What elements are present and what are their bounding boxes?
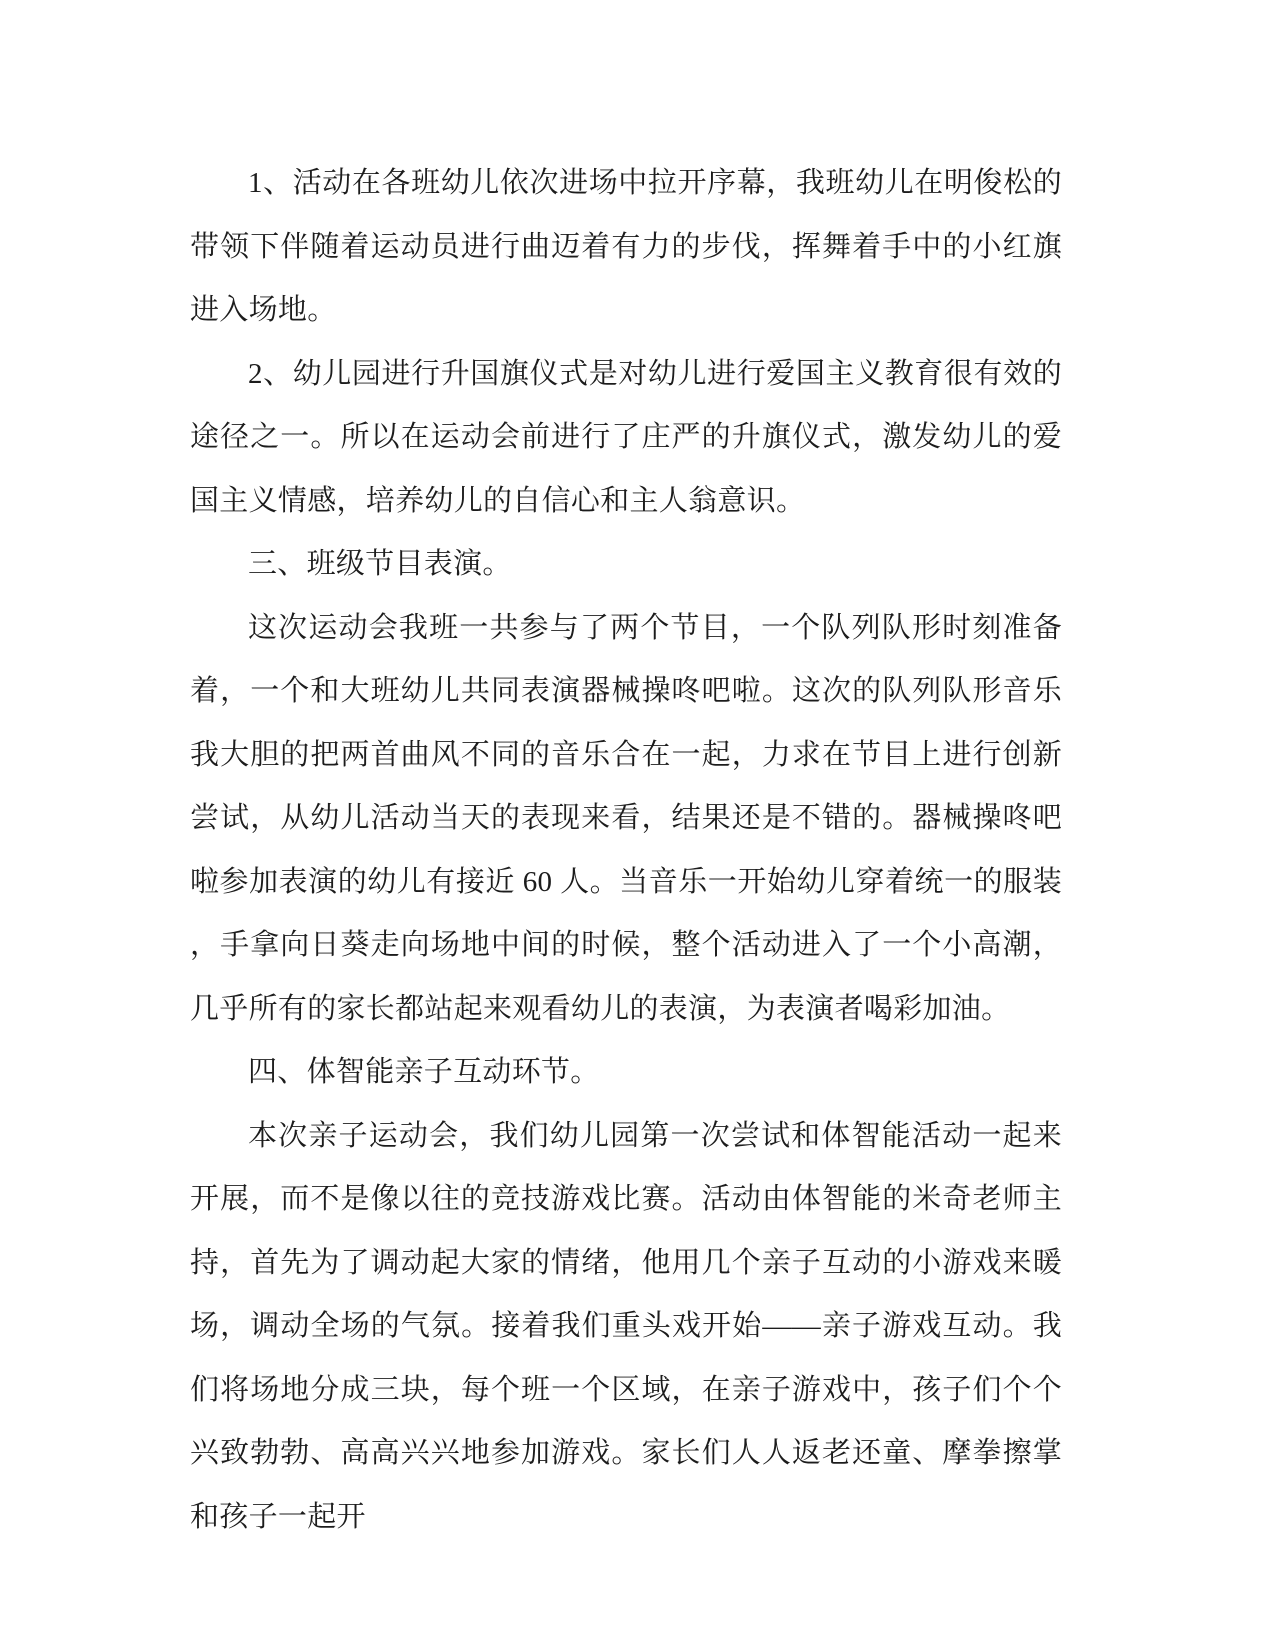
paragraph-numbered-item-1: 1、活动在各班幼儿依次进场中拉开序幕，我班幼儿在明俊松的带领下伴随着运动员进行曲迈着有力的步伐，挥舞着手中的小红旗进入场地。: [190, 167, 1062, 326]
paragraph-program-performance: 这次运动会我班一共参与了两个节目，一个队列队形时刻准备着，一个和大班幼儿共同表演器械操咚吧啦。这次的队列队形音乐我大胆的把两首曲风不同的音乐合在一起，力求在节目上进行创新尝试，从幼儿活动当天的表现来看，结果还是不错的。器械操咚吧啦参加表演的幼儿有接近 60 人。当音乐一开始幼儿穿着统一的服装，手拿向日葵走向场地中间的时候，整个活动进入了一个小高潮，几乎所有的家长都站起来观看幼儿的表演，为表演者喝彩加油。: [190, 611, 1062, 1025]
section-heading-three: 三、班级节目表演。: [248, 548, 512, 580]
paragraph-numbered-item-2: 2、幼儿园进行升国旗仪式是对幼儿进行爱国主义教育很有效的途径之一。所以在运动会前进行了庄严的升旗仪式，激发幼儿的爱国主义情感，培养幼儿的自信心和主人翁意识。: [190, 357, 1062, 517]
paragraph-parent-child-interaction: 本次亲子运动会，我们幼儿园第一次尝试和体智能活动一起来开展，而不是像以往的竞技游戏比赛。活动由体智能的米奇老师主持，首先为了调动起大家的情绪，他用几个亲子互动的小游戏来暖场，调动全场的气氛。接着我们重头戏开始——亲子游戏互动。我们将场地分成三块，每个班一个区域，在亲子游戏中，孩子们个个兴致勃勃、高高兴兴地参加游戏。家长们人人返老还童、摩拳擦掌和孩子一起开: [190, 1119, 1062, 1533]
document-text-block: [190, 152, 1062, 1549]
section-heading-four: 四、体智能亲子互动环节。: [248, 1056, 600, 1088]
